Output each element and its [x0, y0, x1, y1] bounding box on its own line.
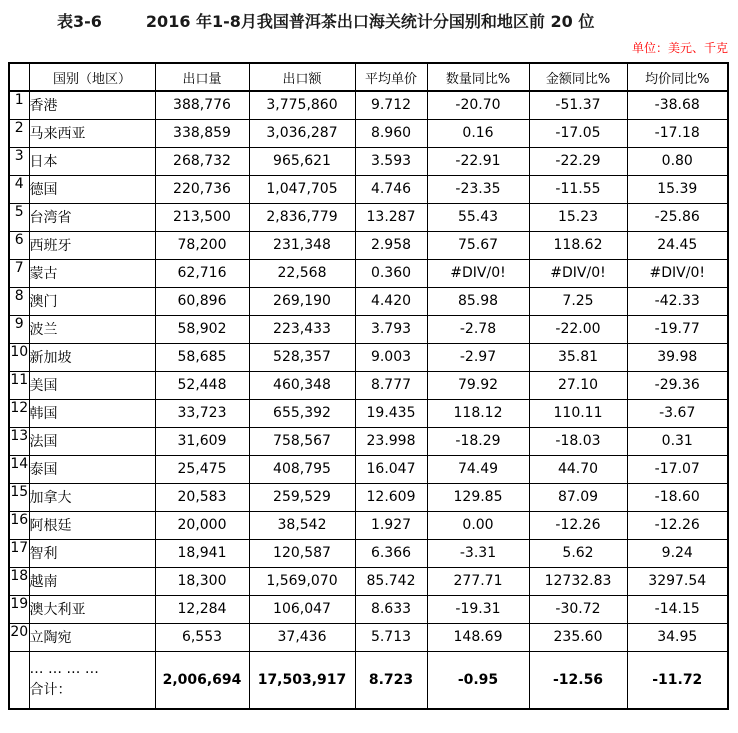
country-cell: 西班牙 — [29, 231, 155, 259]
table-header — [9, 63, 728, 91]
value-yoy-cell: 87.09 — [529, 483, 627, 511]
rank-cell: 7 — [9, 259, 29, 287]
qty-cell: 25,475 — [155, 455, 249, 483]
rank-cell: 11 — [9, 371, 29, 399]
value-yoy-cell: -30.72 — [529, 595, 627, 623]
table-title-text: 2016 年1-8月我国普洱茶出口海关统计分国别和地区前 20 位 — [145, 12, 595, 31]
value-yoy-cell: -18.03 — [529, 427, 627, 455]
price-yoy-cell: 9.24 — [627, 539, 728, 567]
avg-price-cell: 9.712 — [355, 91, 427, 119]
table-row — [9, 483, 728, 511]
price-yoy-cell: 3297.54 — [627, 567, 728, 595]
price-yoy-cell: -25.86 — [627, 203, 728, 231]
qty-cell: 58,902 — [155, 315, 249, 343]
country-cell: 香港 — [29, 91, 155, 119]
value-cell: 22,568 — [249, 259, 355, 287]
rank-cell: 12 — [9, 399, 29, 427]
total-label: 合计： — [29, 681, 72, 698]
table-row — [9, 539, 728, 567]
value-cell: 269,190 — [249, 287, 355, 315]
qty-yoy-cell: 118.12 — [427, 399, 529, 427]
country-cell: 蒙古 — [29, 259, 155, 287]
value-cell: 460,348 — [249, 371, 355, 399]
price-yoy-cell: -3.67 — [627, 399, 728, 427]
qty-yoy-cell: #DIV/0! — [427, 259, 529, 287]
total-row — [9, 651, 728, 709]
qty-cell: 12,284 — [155, 595, 249, 623]
table-row — [9, 371, 728, 399]
value-cell: 1,569,070 — [249, 567, 355, 595]
header-qty-yoy: 数量同比% — [427, 63, 529, 91]
value-yoy-cell: 35.81 — [529, 343, 627, 371]
qty-yoy-cell: -23.35 — [427, 175, 529, 203]
country-cell: 台湾省 — [29, 203, 155, 231]
price-yoy-cell: -12.26 — [627, 511, 728, 539]
total-price-yoy-cell: -11.72 — [627, 651, 728, 709]
table-row — [9, 343, 728, 371]
table-row — [9, 231, 728, 259]
qty-cell: 213,500 — [155, 203, 249, 231]
rank-cell: 1 — [9, 91, 29, 119]
rank-cell: 19 — [9, 595, 29, 623]
value-yoy-cell: 118.62 — [529, 231, 627, 259]
price-yoy-cell: 39.98 — [627, 343, 728, 371]
qty-cell: 220,736 — [155, 175, 249, 203]
qty-cell: 52,448 — [155, 371, 249, 399]
country-cell: 越南 — [29, 567, 155, 595]
header-value-yoy: 金额同比% — [529, 63, 627, 91]
value-cell: 120,587 — [249, 539, 355, 567]
avg-price-cell: 0.360 — [355, 259, 427, 287]
rank-cell: 4 — [9, 175, 29, 203]
avg-price-cell: 8.960 — [355, 119, 427, 147]
value-yoy-cell: -11.55 — [529, 175, 627, 203]
qty-cell: 78,200 — [155, 231, 249, 259]
value-cell: 3,775,860 — [249, 91, 355, 119]
qty-cell: 58,685 — [155, 343, 249, 371]
avg-price-cell: 9.003 — [355, 343, 427, 371]
total-rank-cell — [9, 651, 29, 709]
country-cell: 韩国 — [29, 399, 155, 427]
country-cell: 澳大利亚 — [29, 595, 155, 623]
value-cell: 259,529 — [249, 483, 355, 511]
rank-cell: 10 — [9, 343, 29, 371]
header-rank — [9, 63, 29, 91]
table-row — [9, 119, 728, 147]
qty-yoy-cell: -19.31 — [427, 595, 529, 623]
rank-cell: 8 — [9, 287, 29, 315]
qty-cell: 18,300 — [155, 567, 249, 595]
qty-yoy-cell: -2.78 — [427, 315, 529, 343]
qty-cell: 6,553 — [155, 623, 249, 651]
rank-cell: 6 — [9, 231, 29, 259]
rank-cell: 5 — [9, 203, 29, 231]
rank-cell: 16 — [9, 511, 29, 539]
value-cell: 1,047,705 — [249, 175, 355, 203]
total-value-yoy-cell: -12.56 — [529, 651, 627, 709]
avg-price-cell: 13.287 — [355, 203, 427, 231]
value-yoy-cell: 12732.83 — [529, 567, 627, 595]
country-cell: 日本 — [29, 147, 155, 175]
value-yoy-cell: 7.25 — [529, 287, 627, 315]
qty-cell: 338,859 — [155, 119, 249, 147]
avg-price-cell: 5.713 — [355, 623, 427, 651]
country-cell: 加拿大 — [29, 483, 155, 511]
country-cell: 波兰 — [29, 315, 155, 343]
value-yoy-cell: -51.37 — [529, 91, 627, 119]
qty-cell: 388,776 — [155, 91, 249, 119]
price-yoy-cell: 34.95 — [627, 623, 728, 651]
qty-yoy-cell: -18.29 — [427, 427, 529, 455]
country-cell: 法国 — [29, 427, 155, 455]
value-yoy-cell: 27.10 — [529, 371, 627, 399]
header-price-yoy: 均价同比% — [627, 63, 728, 91]
qty-yoy-cell: 129.85 — [427, 483, 529, 511]
qty-yoy-cell: 85.98 — [427, 287, 529, 315]
table-row — [9, 567, 728, 595]
value-cell: 408,795 — [249, 455, 355, 483]
avg-price-cell: 3.593 — [355, 147, 427, 175]
total-avg-price-cell: 8.723 — [355, 651, 427, 709]
qty-yoy-cell: -22.91 — [427, 147, 529, 175]
country-cell: 德国 — [29, 175, 155, 203]
avg-price-cell: 12.609 — [355, 483, 427, 511]
qty-yoy-cell: 148.69 — [427, 623, 529, 651]
value-yoy-cell: 15.23 — [529, 203, 627, 231]
qty-cell: 60,896 — [155, 287, 249, 315]
value-yoy-cell: -22.00 — [529, 315, 627, 343]
value-cell: 231,348 — [249, 231, 355, 259]
value-cell: 965,621 — [249, 147, 355, 175]
qty-yoy-cell: -3.31 — [427, 539, 529, 567]
table-row — [9, 287, 728, 315]
total-dots: … … … … — [29, 660, 99, 677]
value-cell: 106,047 — [249, 595, 355, 623]
qty-cell: 31,609 — [155, 427, 249, 455]
avg-price-cell: 4.746 — [355, 175, 427, 203]
rank-cell: 20 — [9, 623, 29, 651]
price-yoy-cell: -18.60 — [627, 483, 728, 511]
header-country: 国别（地区） — [29, 63, 155, 91]
qty-yoy-cell: 75.67 — [427, 231, 529, 259]
avg-price-cell: 23.998 — [355, 427, 427, 455]
country-cell: 马来西亚 — [29, 119, 155, 147]
price-yoy-cell: #DIV/0! — [627, 259, 728, 287]
rank-cell: 9 — [9, 315, 29, 343]
price-yoy-cell: 24.45 — [627, 231, 728, 259]
qty-yoy-cell: 277.71 — [427, 567, 529, 595]
table-row — [9, 315, 728, 343]
price-yoy-cell: -42.33 — [627, 287, 728, 315]
avg-price-cell: 6.366 — [355, 539, 427, 567]
rank-cell: 2 — [9, 119, 29, 147]
price-yoy-cell: 15.39 — [627, 175, 728, 203]
rank-cell: 15 — [9, 483, 29, 511]
avg-price-cell: 1.927 — [355, 511, 427, 539]
value-yoy-cell: -17.05 — [529, 119, 627, 147]
country-cell: 泰国 — [29, 455, 155, 483]
table-row — [9, 175, 728, 203]
total-qty-cell: 2,006,694 — [155, 651, 249, 709]
value-yoy-cell: #DIV/0! — [529, 259, 627, 287]
avg-price-cell: 85.742 — [355, 567, 427, 595]
qty-cell: 62,716 — [155, 259, 249, 287]
unit-note: 单位：美元、千克 — [631, 41, 728, 55]
value-cell: 38,542 — [249, 511, 355, 539]
value-cell: 528,357 — [249, 343, 355, 371]
price-yoy-cell: 0.31 — [627, 427, 728, 455]
country-cell: 澳门 — [29, 287, 155, 315]
table-row — [9, 427, 728, 455]
avg-price-cell: 16.047 — [355, 455, 427, 483]
price-yoy-cell: -17.07 — [627, 455, 728, 483]
table-row — [9, 203, 728, 231]
country-cell: 阿根廷 — [29, 511, 155, 539]
header-export-value: 出口额 — [249, 63, 355, 91]
value-yoy-cell: -22.29 — [529, 147, 627, 175]
country-cell: 新加坡 — [29, 343, 155, 371]
table-row — [9, 455, 728, 483]
table-number: 表3-6 — [57, 12, 102, 31]
value-cell: 37,436 — [249, 623, 355, 651]
header-export-qty: 出口量 — [155, 63, 249, 91]
value-yoy-cell: 235.60 — [529, 623, 627, 651]
country-cell: 立陶宛 — [29, 623, 155, 651]
total-label-cell — [29, 651, 155, 709]
value-cell: 223,433 — [249, 315, 355, 343]
avg-price-cell: 8.633 — [355, 595, 427, 623]
rank-cell: 17 — [9, 539, 29, 567]
table-row — [9, 259, 728, 287]
qty-yoy-cell: 0.16 — [427, 119, 529, 147]
header-avg-price: 平均单价 — [355, 63, 427, 91]
header-row — [9, 63, 728, 91]
value-cell: 2,836,779 — [249, 203, 355, 231]
export-stats-table — [8, 62, 729, 710]
table-title — [0, 0, 738, 32]
table-row — [9, 91, 728, 119]
price-yoy-cell: -17.18 — [627, 119, 728, 147]
rank-cell: 14 — [9, 455, 29, 483]
table-row — [9, 623, 728, 651]
rank-cell: 3 — [9, 147, 29, 175]
qty-cell: 33,723 — [155, 399, 249, 427]
table-row — [9, 511, 728, 539]
table-row — [9, 595, 728, 623]
total-qty-yoy-cell: -0.95 — [427, 651, 529, 709]
qty-yoy-cell: -20.70 — [427, 91, 529, 119]
value-cell: 3,036,287 — [249, 119, 355, 147]
table-body — [9, 91, 728, 651]
value-yoy-cell: 110.11 — [529, 399, 627, 427]
qty-cell: 18,941 — [155, 539, 249, 567]
value-yoy-cell: -12.26 — [529, 511, 627, 539]
rank-cell: 13 — [9, 427, 29, 455]
table-row — [9, 147, 728, 175]
qty-yoy-cell: 74.49 — [427, 455, 529, 483]
avg-price-cell: 8.777 — [355, 371, 427, 399]
qty-cell: 268,732 — [155, 147, 249, 175]
value-cell: 655,392 — [249, 399, 355, 427]
price-yoy-cell: -38.68 — [627, 91, 728, 119]
table-footer — [9, 651, 728, 709]
value-yoy-cell: 5.62 — [529, 539, 627, 567]
value-yoy-cell: 44.70 — [529, 455, 627, 483]
country-cell: 美国 — [29, 371, 155, 399]
qty-yoy-cell: 79.92 — [427, 371, 529, 399]
qty-cell: 20,000 — [155, 511, 249, 539]
value-cell: 758,567 — [249, 427, 355, 455]
qty-yoy-cell: -2.97 — [427, 343, 529, 371]
avg-price-cell: 3.793 — [355, 315, 427, 343]
qty-cell: 20,583 — [155, 483, 249, 511]
avg-price-cell: 19.435 — [355, 399, 427, 427]
avg-price-cell: 4.420 — [355, 287, 427, 315]
price-yoy-cell: -29.36 — [627, 371, 728, 399]
country-cell: 智利 — [29, 539, 155, 567]
table-row — [9, 399, 728, 427]
total-value-cell: 17,503,917 — [249, 651, 355, 709]
price-yoy-cell: -14.15 — [627, 595, 728, 623]
price-yoy-cell: -19.77 — [627, 315, 728, 343]
price-yoy-cell: 0.80 — [627, 147, 728, 175]
qty-yoy-cell: 0.00 — [427, 511, 529, 539]
rank-cell: 18 — [9, 567, 29, 595]
avg-price-cell: 2.958 — [355, 231, 427, 259]
qty-yoy-cell: 55.43 — [427, 203, 529, 231]
